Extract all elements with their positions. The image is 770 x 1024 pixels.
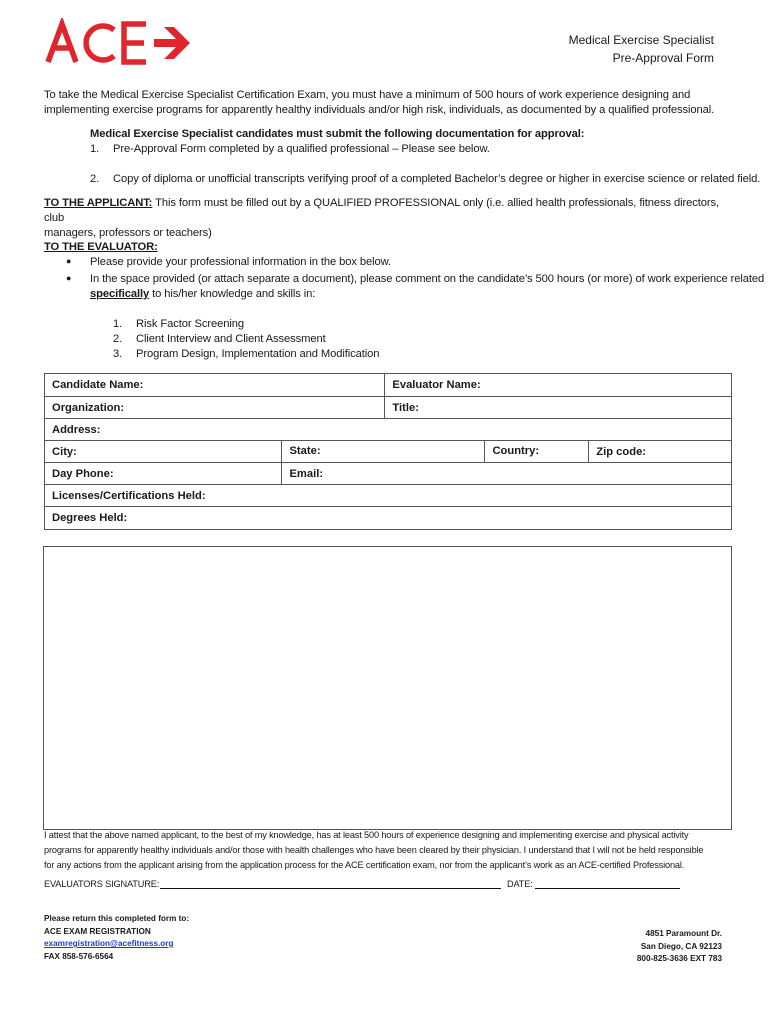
skill-number: 2. [113, 333, 123, 345]
attestation-text [44, 828, 744, 873]
evaluator-bullet-2: In the space provided (or attach separate a document), please comment on the candidate’s 500 hours (or more) of work experience related [90, 273, 765, 285]
bullet-icon: ● [66, 273, 72, 283]
evaluator-bullet-2-cont [90, 287, 315, 302]
licenses-field[interactable]: Licenses/Certifications Held: [45, 485, 732, 507]
form-header [569, 31, 714, 67]
skill-item [113, 317, 244, 332]
bullet-icon: ● [66, 256, 72, 266]
evaluator-info-table [44, 373, 732, 530]
attest-line: I attest that the above named applicant, to the best of my knowledge, has at least 500 hours of experience designing and implementing exercise and physical activity [44, 830, 689, 840]
phone-number: 800-825-3636 EXT 783 [636, 954, 722, 963]
skill-number: 1. [113, 318, 123, 330]
docs-item-text: Pre-Approval Form completed by a qualified professional – Please see below. [113, 143, 490, 155]
state-country-cell [282, 441, 589, 463]
intro-line-2: implementing exercise programs for apparently healthy individuals and/or high risk, individuals, as documented by a qualified professional. [44, 104, 715, 116]
form-title: Medical Exercise Specialist [568, 33, 714, 47]
fax-number: FAX 858-576-6564 [44, 951, 114, 961]
title-field[interactable]: Title: [385, 397, 732, 419]
skill-text: Risk Factor Screening [136, 318, 244, 330]
address-line: San Diego, CA 92123 [640, 941, 722, 951]
skill-item [113, 347, 380, 362]
date-label: DATE: [507, 879, 533, 889]
experience-comment-box[interactable] [43, 546, 732, 830]
return-info [44, 913, 189, 963]
signature-line[interactable] [160, 888, 501, 889]
form-subtitle: Pre-Approval Form [612, 51, 714, 65]
evaluator-name-field[interactable]: Evaluator Name: [385, 374, 732, 397]
city-field[interactable]: City: [45, 441, 282, 463]
state-field[interactable]: State: [282, 441, 485, 462]
degrees-field[interactable]: Degrees Held: [45, 507, 732, 530]
organization-field[interactable]: Organization: [45, 397, 385, 419]
address-field[interactable]: Address: [45, 419, 732, 441]
signature-label: EVALUATORS SIGNATURE: [44, 879, 160, 889]
evaluator-bullet-1: Please provide your professional information in the box below. [90, 256, 392, 268]
docs-heading: Medical Exercise Specialist candidates must submit the following documentation for approval: [90, 128, 585, 140]
applicant-note [44, 196, 734, 241]
ace-logo [44, 18, 200, 66]
bullet-text: to his/her knowledge and skills in: [149, 288, 316, 300]
address-line: 4851 Paramount Dr. [645, 929, 722, 938]
skill-text: Client Interview and Client Assessment [136, 333, 326, 345]
country-field[interactable]: Country: [492, 445, 540, 457]
mailing-address [637, 928, 722, 966]
skill-number: 3. [113, 348, 123, 360]
docs-item-2 [90, 172, 761, 187]
docs-item-number: 1. [90, 143, 100, 155]
skill-text: Program Design, Implementation and Modification [136, 348, 380, 360]
day-phone-field[interactable]: Day Phone: [45, 463, 282, 485]
attest-line: programs for apparently healthy individuals and/or those with health challenges who have been cleared by their physician. I understand that I will not be held responsible [44, 845, 704, 855]
evaluator-label: TO THE EVALUATOR: [44, 241, 158, 253]
skill-item [113, 332, 326, 347]
return-dept: ACE EXAM REGISTRATION [44, 926, 151, 936]
return-label: Please return this completed form to: [44, 914, 190, 923]
emphasis-text: specifically [90, 288, 150, 300]
applicant-text-cont: managers, professors or teachers) [44, 227, 212, 239]
applicant-label: TO THE APPLICANT: [44, 197, 153, 209]
email-link[interactable]: examregistration@acefitness.org [44, 939, 174, 948]
email-field[interactable]: Email: [282, 463, 732, 485]
applicant-text: This form must be filled out by a QUALIFIED PROFESSIONAL only (i.e. allied health professionals, fitness directors, club [44, 197, 719, 224]
docs-item-text: Copy of diploma or unofficial transcripts verifying proof of a completed Bachelor’s degree or higher in exercise science or related field. [113, 173, 761, 185]
attest-line: for any actions from the applicant arising from the application process for the ACE certification exam, nor from the applicant’s work as an ACE-certified Professional. [44, 860, 685, 870]
docs-item-1 [90, 142, 490, 157]
intro-paragraph [44, 88, 714, 118]
date-line[interactable] [535, 888, 680, 889]
docs-item-number: 2. [90, 173, 100, 185]
zip-field[interactable]: Zip code: [589, 441, 732, 463]
intro-line-1: To take the Medical Exercise Specialist Certification Exam, you must have a minimum of 500 hours of work experience designing and [44, 89, 691, 101]
candidate-name-field[interactable]: Candidate Name: [45, 374, 385, 397]
